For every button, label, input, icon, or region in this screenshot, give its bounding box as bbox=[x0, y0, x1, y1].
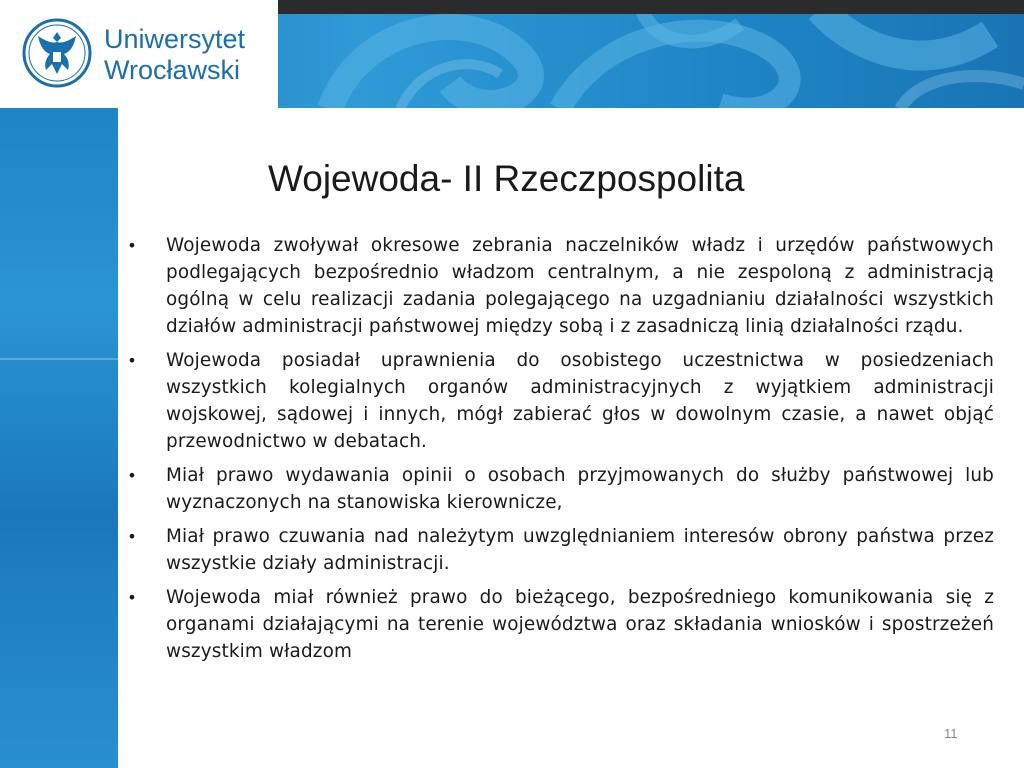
bullet-item bbox=[118, 462, 994, 516]
page-number: 11 bbox=[944, 726, 958, 741]
bullet-item bbox=[118, 523, 994, 577]
bullet-item bbox=[118, 232, 994, 340]
bullet-text: Wojewoda miał również prawo do bieżącego, bezpośredniego komunikowania się z organami działającymi na terenie województwa oraz składania wniosków i spostrzeżeń wszystkim władzom bbox=[166, 587, 994, 662]
bullet-icon: • bbox=[127, 351, 137, 370]
bullet-icon: • bbox=[127, 588, 137, 607]
left-decorative-band bbox=[0, 108, 118, 768]
bullet-icon: • bbox=[127, 527, 137, 546]
slide-title: Wojewoda- II Rzeczpospolita bbox=[268, 158, 745, 199]
logo-line-2: Wrocławski bbox=[104, 55, 241, 85]
bullet-text: Miał prawo wydawania opinii o osobach przyjmowanych do służby państwowej lub wyznaczonych na stanowiska kierownicze, bbox=[166, 465, 994, 513]
slide-content bbox=[118, 108, 1024, 768]
bullet-text: Wojewoda zwoływał okresowe zebrania naczelników władz i urzędów państwowych podlegających bezpośrednio władzom centralnym, a nie zespoloną z administracją ogólną w celu realizacji zadania polegającego na uzgadnianiu działalności wszystkich działów administracji państwowej między sobą i z zasadniczą linią działalności rządu. bbox=[166, 235, 994, 337]
bullet-icon: • bbox=[127, 236, 137, 255]
bullet-item bbox=[118, 347, 994, 455]
university-logo bbox=[0, 0, 278, 108]
bullet-item bbox=[118, 584, 994, 665]
eagle-emblem-icon bbox=[22, 18, 92, 88]
bullet-text: Miał prawo czuwania nad należytym uwzględnianiem interesów obrony państwa przez wszystkie działy administracji. bbox=[166, 526, 994, 574]
bullet-text: Wojewoda posiadał uprawnienia do osobistego uczestnictwa w posiedzeniach wszystkich kolegialnych organów administracyjnych z wyjątkiem administracji wojskowej, sądowej i innych, mógł zabierać głos w dowolnym czasie, a nawet objąć przewodnictwo w debatach. bbox=[166, 350, 994, 452]
logo-line-1: Uniwersytet bbox=[104, 24, 246, 54]
bullet-icon: • bbox=[127, 466, 137, 485]
university-name bbox=[104, 24, 245, 86]
bullet-list bbox=[118, 232, 994, 672]
